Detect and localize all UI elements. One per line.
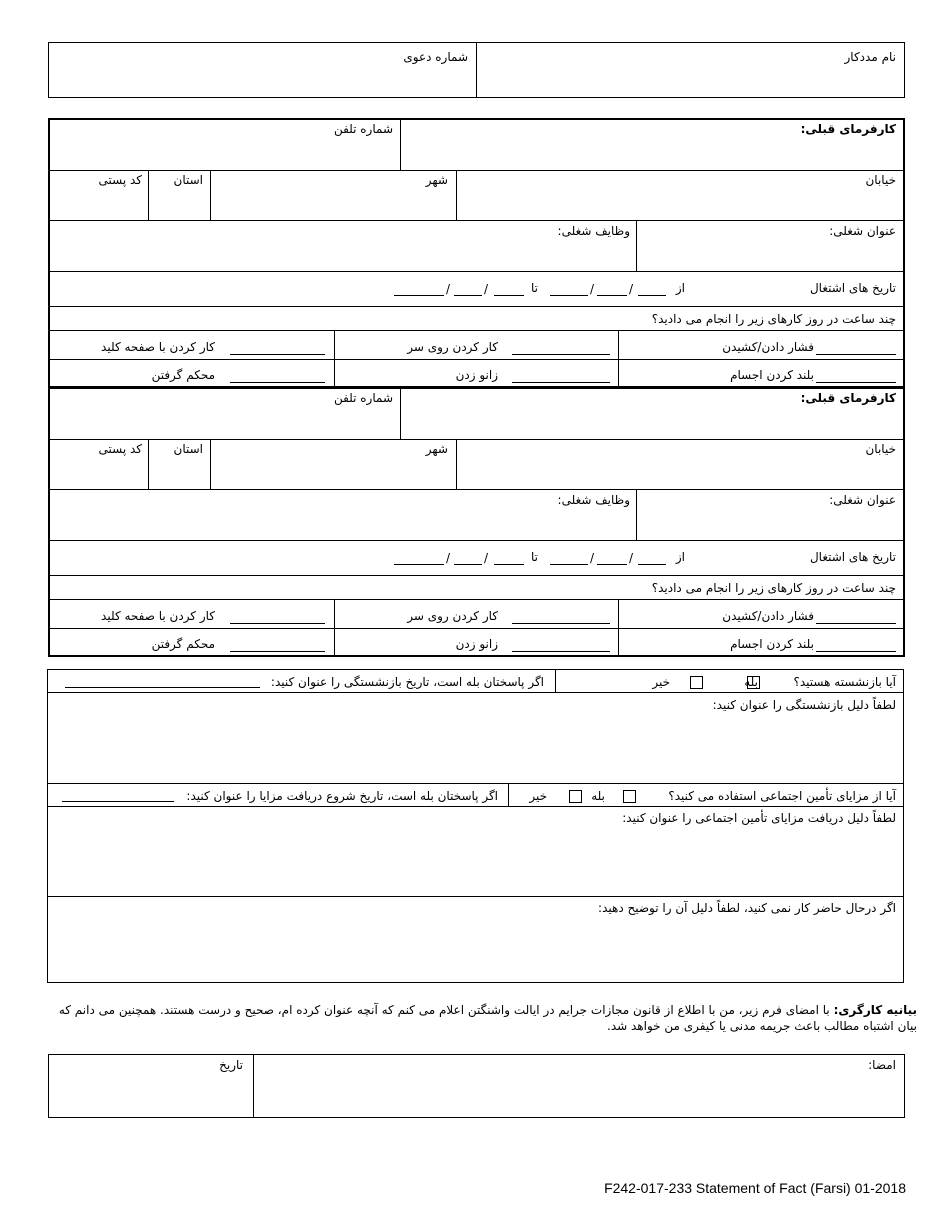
state-label: استان <box>173 442 203 456</box>
form-footer: F242-017-233 Statement of Fact (Farsi) 01-2018 <box>604 1180 906 1196</box>
gripping-label: محکم گرفتن <box>151 368 215 382</box>
previous-employer-label: کارفرمای قبلی: <box>800 391 896 405</box>
lifting-hours[interactable] <box>816 651 896 652</box>
street-label: خیابان <box>865 173 896 187</box>
street-label: خیابان <box>865 442 896 456</box>
hours-question: چند ساعت در روز کارهای زیر را انجام می دادید؟ <box>651 312 896 326</box>
state-label: استان <box>173 173 203 187</box>
ss-no-checkbox[interactable] <box>569 790 582 803</box>
divider <box>50 306 903 307</box>
signature-date-field[interactable] <box>49 1074 252 1117</box>
keyboard-label: کار کردن با صفحه کلید <box>101 609 215 623</box>
phone-label: شماره تلفن <box>333 122 393 136</box>
employment-dates-label: تاریخ های اشتغال <box>809 281 896 295</box>
divider <box>508 783 509 806</box>
job-title-label: عنوان شغلی: <box>829 224 896 238</box>
overhead-hours[interactable] <box>512 623 610 624</box>
not-working-field[interactable] <box>48 917 903 982</box>
date-blank[interactable] <box>494 295 524 296</box>
date-blank[interactable] <box>454 295 482 296</box>
divider <box>48 783 903 784</box>
overhead-hours[interactable] <box>512 354 610 355</box>
date-blank[interactable] <box>638 295 666 296</box>
date-blank[interactable] <box>597 564 627 565</box>
divider <box>50 599 903 600</box>
ss-date-label: اگر پاسختان بله است، تاریخ شروع دریافت مزایا را عنوان کنید: <box>186 789 498 803</box>
zip-label: کد پستی <box>98 442 142 456</box>
retirement-date-field[interactable] <box>65 687 260 688</box>
city-label: شهر <box>425 173 448 187</box>
ss-no-label: خیر <box>529 789 547 803</box>
caseworker-name-field[interactable] <box>477 64 904 97</box>
slash: / <box>590 551 595 565</box>
divider <box>555 669 556 692</box>
worker-statement <box>40 1002 917 1034</box>
push-pull-hours[interactable] <box>816 354 896 355</box>
divider <box>50 439 903 440</box>
kneeling-label: زانو زدن <box>455 368 498 382</box>
slash: / <box>590 282 595 296</box>
not-working-label: اگر درحال حاضر کار نمی کنید، لطفاً دلیل آن را توضیح دهید: <box>598 901 896 915</box>
divider <box>456 439 457 489</box>
keyboard-hours[interactable] <box>230 623 325 624</box>
signature-label: امضا: <box>868 1058 896 1072</box>
retirement-date-label: اگر پاسختان بله است، تاریخ بازنشستگی را عنوان کنید: <box>270 675 544 689</box>
lifting-hours[interactable] <box>816 382 896 383</box>
divider <box>50 489 903 490</box>
zip-label: کد پستی <box>98 173 142 187</box>
signature-field[interactable] <box>254 1074 904 1117</box>
divider <box>400 387 401 439</box>
job-duties-label: وظایف شغلی: <box>557 493 630 507</box>
gripping-hours[interactable] <box>230 651 325 652</box>
city-label: شهر <box>425 442 448 456</box>
date-blank[interactable] <box>638 564 666 565</box>
from-label: از <box>675 550 685 564</box>
kneeling-label: زانو زدن <box>455 637 498 651</box>
slash: / <box>629 282 634 296</box>
divider <box>50 271 903 272</box>
divider <box>48 896 903 897</box>
from-label: از <box>675 281 685 295</box>
retired-no-label: خیر <box>652 675 670 689</box>
worker-statement-text: با امضای فرم زیر، من با اطلاع از قانون مجازات جرایم در ایالت واشنگتن اعلام می کنم که آنچه عنوان کرده ام، صحیح و درست هستند. همچنین می دانم که بیان اشتباه مطالب باعث جریمه مدنی یا کیفری من خواهد شد. <box>58 1003 917 1033</box>
divider <box>456 170 457 220</box>
push-pull-hours[interactable] <box>816 623 896 624</box>
kneeling-hours[interactable] <box>512 651 610 652</box>
social-security-question: آیا از مزایای تأمین اجتماعی استفاده می کنید؟ <box>668 789 896 803</box>
claim-number-field[interactable] <box>49 64 475 97</box>
kneeling-hours[interactable] <box>512 382 610 383</box>
ss-yes-checkbox[interactable] <box>623 790 636 803</box>
lifting-label: بلند کردن اجسام <box>730 637 814 651</box>
ss-reason-field[interactable] <box>48 827 903 895</box>
phone-label: شماره تلفن <box>333 391 393 405</box>
date-blank[interactable] <box>494 564 524 565</box>
push-pull-label: فشار دادن/کشیدن <box>722 609 814 623</box>
divider <box>48 692 903 693</box>
divider <box>48 806 903 807</box>
divider <box>400 118 401 170</box>
gripping-label: محکم گرفتن <box>151 637 215 651</box>
divider <box>210 170 211 220</box>
push-pull-label: فشار دادن/کشیدن <box>722 340 814 354</box>
divider <box>50 220 903 221</box>
date-blank[interactable] <box>454 564 482 565</box>
job-duties-label: وظایف شغلی: <box>557 224 630 238</box>
date-blank[interactable] <box>394 564 444 565</box>
previous-employer-label: کارفرمای قبلی: <box>800 122 896 136</box>
slash: / <box>629 551 634 565</box>
divider <box>210 439 211 489</box>
job-title-label: عنوان شغلی: <box>829 493 896 507</box>
slash: / <box>484 551 489 565</box>
divider <box>50 330 903 331</box>
to-label: تا <box>531 550 538 564</box>
worker-statement-label: بیانیه کارگری: <box>833 1003 917 1017</box>
ss-reason-label: لطفاً دلیل دریافت مزایای تأمین اجتماعی را عنوان کنید: <box>622 811 896 825</box>
date-label: تاریخ <box>219 1058 243 1072</box>
retirement-reason-label: لطفاً دلیل بازنشستگی را عنوان کنید: <box>712 698 896 712</box>
divider <box>636 489 637 540</box>
divider <box>148 439 149 489</box>
divider <box>636 220 637 271</box>
ss-date-field[interactable] <box>62 801 174 802</box>
retired-question: آیا بازنشسته هستید؟ <box>793 675 896 689</box>
ss-yes-label: بله <box>591 789 605 803</box>
divider <box>50 540 903 541</box>
caseworker-name-label: نام مددکار <box>844 50 896 64</box>
slash: / <box>446 282 451 296</box>
date-blank[interactable] <box>597 295 627 296</box>
employment-dates-label: تاریخ های اشتغال <box>809 550 896 564</box>
hours-question: چند ساعت در روز کارهای زیر را انجام می دادید؟ <box>651 581 896 595</box>
claim-number-label: شماره دعوی <box>403 50 468 64</box>
slash: / <box>446 551 451 565</box>
lifting-label: بلند کردن اجسام <box>730 368 814 382</box>
divider <box>148 170 149 220</box>
to-label: تا <box>531 281 538 295</box>
date-blank[interactable] <box>550 564 588 565</box>
retirement-reason-field[interactable] <box>48 714 903 782</box>
keyboard-hours[interactable] <box>230 354 325 355</box>
date-blank[interactable] <box>394 295 444 296</box>
retired-no-checkbox[interactable] <box>690 676 703 689</box>
retired-yes-label: بله <box>744 675 758 689</box>
divider <box>50 628 903 629</box>
overhead-label: کار کردن روی سر <box>407 609 498 623</box>
gripping-hours[interactable] <box>230 382 325 383</box>
date-blank[interactable] <box>550 295 588 296</box>
divider <box>50 359 903 360</box>
slash: / <box>484 282 489 296</box>
overhead-label: کار کردن روی سر <box>407 340 498 354</box>
divider <box>50 575 903 576</box>
divider <box>50 170 903 171</box>
keyboard-label: کار کردن با صفحه کلید <box>101 340 215 354</box>
